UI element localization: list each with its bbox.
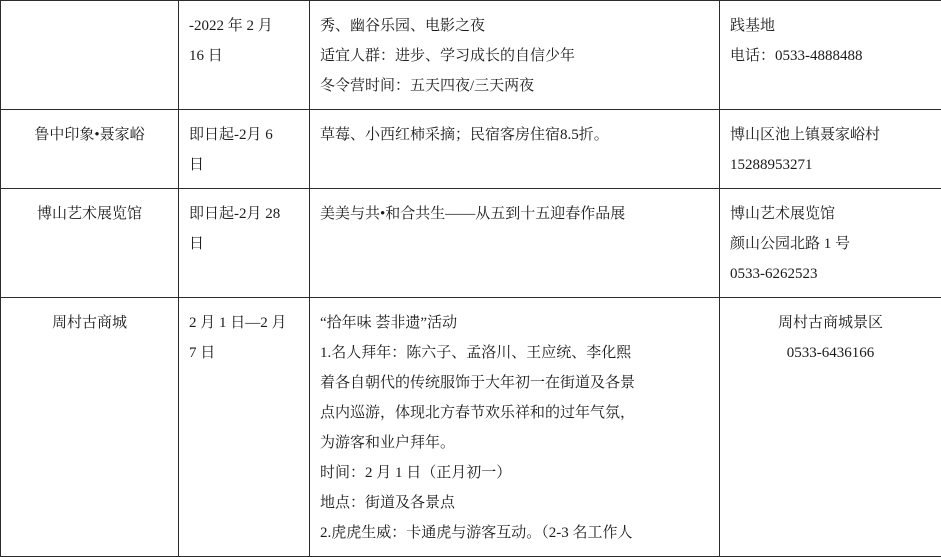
row-contact-line: 0533-6436166: [730, 338, 931, 368]
row-content-line: 适宜人群：进步、学习成长的自信少年: [320, 41, 709, 71]
cell-content: [310, 110, 720, 189]
cell-name: [1, 110, 179, 189]
cell-content: [310, 1, 720, 110]
row-contact-line: 电话：0533-4888488: [730, 41, 931, 71]
row-contact-line: 颜山公园北路 1 号: [730, 229, 931, 259]
row-time-line: 日: [189, 150, 299, 180]
row-content-line: 秀、幽谷乐园、电影之夜: [320, 11, 709, 41]
cell-name: [1, 298, 179, 557]
table-row: [1, 189, 941, 298]
cell-contact: [720, 298, 941, 557]
row-time-line: -2022 年 2 月: [189, 11, 299, 41]
cell-time: [179, 1, 310, 110]
cell-content: [310, 298, 720, 557]
row-content-line: 点内巡游，体现北方春节欢乐祥和的过年气氛，: [320, 398, 709, 428]
row-name-text: 鲁中印象•聂家峪: [11, 120, 168, 150]
row-time-line: 16 日: [189, 41, 299, 71]
row-content-line: 为游客和业户拜年。: [320, 428, 709, 458]
row-name-text: 博山艺术展览馆: [11, 199, 168, 229]
cell-name: [1, 1, 179, 110]
row-time-line: 7 日: [189, 338, 299, 368]
row-content-line: “拾年味 荟非遗”活动: [320, 308, 709, 338]
row-content-line: 着各自朝代的传统服饰于大年初一在街道及各景: [320, 368, 709, 398]
row-content-line: 美美与共•和合共生——从五到十五迎春作品展: [320, 199, 709, 229]
row-contact-line: 周村古商城景区: [730, 308, 931, 338]
cell-time: [179, 110, 310, 189]
row-time-line: 即日起-2月 28: [189, 199, 299, 229]
cell-time: [179, 298, 310, 557]
row-content-line: 1.名人拜年：陈六子、孟洛川、王应统、李化熙: [320, 338, 709, 368]
row-contact-line: 博山区池上镇聂家峪村: [730, 120, 931, 150]
table-row: [1, 110, 941, 189]
row-contact-line: 15288953271: [730, 150, 931, 180]
row-time-line: 即日起-2月 6: [189, 120, 299, 150]
row-time-line: 日: [189, 229, 299, 259]
row-contact-line: 博山艺术展览馆: [730, 199, 931, 229]
row-content-line: 地点：街道及各景点: [320, 488, 709, 518]
row-contact-line: 践基地: [730, 11, 931, 41]
row-content-line: 2.虎虎生威：卡通虎与游客互动。（2-3 名工作人: [320, 518, 709, 548]
cell-time: [179, 189, 310, 298]
table-row: [1, 1, 941, 110]
row-content-line: 时间：2 月 1 日（正月初一）: [320, 458, 709, 488]
cell-contact: [720, 110, 941, 189]
table-row: [1, 298, 941, 557]
row-name-text: 周村古商城: [11, 308, 168, 338]
cell-contact: [720, 1, 941, 110]
cell-contact: [720, 189, 941, 298]
cell-content: [310, 189, 720, 298]
row-time-line: 2 月 1 日—2 月: [189, 308, 299, 338]
row-content-line: 冬令营时间：五天四夜/三天两夜: [320, 71, 709, 101]
row-content-line: 草莓、小西红柿采摘；民宿客房住宿8.5折。: [320, 120, 709, 150]
cell-name: [1, 189, 179, 298]
row-contact-line: 0533-6262523: [730, 259, 931, 289]
